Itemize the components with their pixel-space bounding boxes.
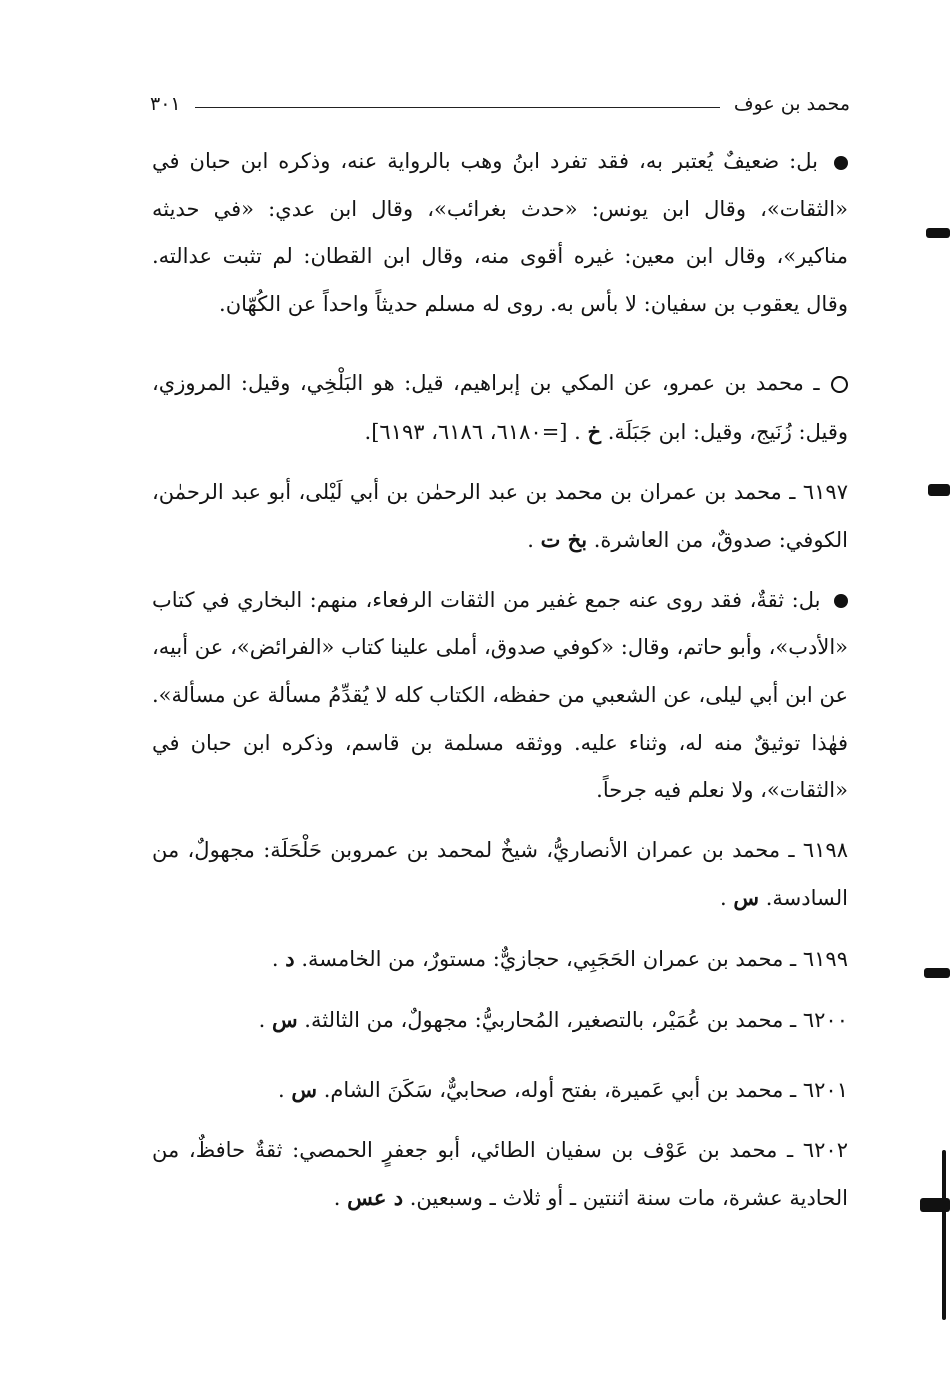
unnumbered-entry <box>152 360 848 456</box>
scan-margin-mark <box>928 484 950 496</box>
source-code: بخ ت <box>540 527 588 553</box>
filled-bullet-icon <box>834 156 848 170</box>
entry-number: ٦٢٠٠ <box>802 1007 848 1032</box>
entry-text: محمد بن عَوْف بن سفيان الطائي، أبو جعفرٍ الحمصي: ثقةٌ حافظٌ، من الحادية عشرة، مات سنة اثنتين ـ أو ثلاث ـ وسبعين. <box>152 1137 848 1211</box>
scan-margin-mark <box>926 228 950 238</box>
entry-text: محمد بن عمران بن محمد بن عبد الرحمٰن بن أبي لَيْلى، أبو عبد الرحمٰن، الكوفي: صدوقٌ، من العاشرة. <box>152 479 848 553</box>
entry-dash: ـ <box>813 371 820 396</box>
source-code: د عس <box>347 1185 404 1211</box>
scan-margin-mark <box>924 968 950 978</box>
numbered-entry: ٦١٩٩ ـ محمد بن عمران الحَجَبِي، حجازيٌّ: مستورٌ، من الخامسة. د . <box>271 945 848 971</box>
comment-entry <box>152 138 848 328</box>
entry-text: ثقةٌ، فقد روى عنه جمع غفير من الثقات الرفعاء، منهم: البخاري في كتاب «الأدب»، وأبو حاتم، وقال: «كوفي صدوق، أملى علينا كتاب «الفرائض»، عن أبيه، عن ابن أبي ليلى، عن الشعبي من حفظه، الكتاب كله لا يُقدِّمُ مسألة عن مسألة». فهٰذا توثيقٌ منه له، وثناء عليه. ووثقه مسلمة بن قاسم، وذكره ابن حبان في «الثقات»، ولا نعلم فيه جرحاً. <box>152 587 848 803</box>
entry-tail: . <box>277 1078 285 1103</box>
entry-text: محمد بن أبي عَميرة، بفتح أوله، صحابيٌّ، سَكَنَ الشام. <box>323 1078 784 1103</box>
entry-number: ٦٢٠٢ <box>802 1137 848 1162</box>
entry-tail: . [=٦١٨٠، ٦١٨٦، ٦١٩٣]. <box>364 419 581 444</box>
filled-bullet-icon <box>834 594 848 608</box>
entry-tail: . <box>271 946 279 971</box>
source-code: س <box>271 1006 298 1032</box>
source-code: خ <box>587 418 602 444</box>
source-code: س <box>733 885 760 911</box>
numbered-entry: ٦١٩٨ ـ محمد بن عمران الأنصاريُّ، شيخٌ لمحمد بن عمروبن حَلْحَلَة: مجهولٌ، من السادسة. س . <box>152 837 848 911</box>
entry-number: ٦١٩٧ <box>802 479 848 504</box>
comment-entry <box>152 577 848 815</box>
header-rule <box>195 107 720 108</box>
entry-tail: . <box>720 886 727 911</box>
running-header <box>150 88 850 120</box>
comment-prefix: بل: <box>789 149 818 173</box>
running-title: محمد بن عوف <box>733 93 850 115</box>
entry-text: محمد بن عمران الأنصاريُّ، شيخٌ لمحمد بن عمروبن حَلْحَلَة: مجهولٌ، من السادسة. <box>152 837 848 911</box>
entry-text: محمد بن عمرو، عن المكي بن إبراهيم، قيل: هو البَلْخِي، وقيل: المروزي، وقيل: زُنَيج، وقيل: ابن جَبَلَة. <box>152 371 848 444</box>
numbered-entry: ٦٢٠٠ ـ محمد بن عُمَيْر، بالتصغير، المُحاربيُّ: مجهولٌ، من الثالثة. س . <box>258 1006 848 1032</box>
page-number: ٣٠١ <box>150 93 181 115</box>
entry-number: ٦٢٠١ <box>802 1078 848 1103</box>
entry-text: محمد بن عمران الحَجَبِي، حجازيٌّ: مستورٌ، من الخامسة. <box>301 946 784 971</box>
comment-prefix: بل: <box>791 587 821 612</box>
entry-tail: . <box>333 1186 341 1211</box>
entry-tail: . <box>258 1007 266 1032</box>
numbered-entry: ٦١٩٧ ـ محمد بن عمران بن محمد بن عبد الرحمٰن بن أبي لَيْلى، أبو عبد الرحمٰن، الكوفي: صدوقٌ، من العاشرة. بخ ت . <box>152 479 848 553</box>
paragraph-gap <box>152 340 848 360</box>
scan-margin-mark <box>942 1150 946 1320</box>
source-code: د <box>285 945 295 971</box>
entry-tail: . <box>527 528 534 553</box>
numbered-entry: ٦٢٠١ ـ محمد بن أبي عَميرة، بفتح أوله، صحابيٌّ، سَكَنَ الشام. س . <box>277 1077 848 1103</box>
entry-number: ٦١٩٨ <box>802 837 848 862</box>
entry-text: محمد بن عُمَيْر، بالتصغير، المُحاربيُّ: مجهولٌ، من الثالثة. <box>304 1007 784 1032</box>
entry-number: ٦١٩٩ <box>802 946 848 971</box>
entry-text: ضعيفٌ يُعتبر به، فقد تفرد ابنُ وهب بالرواية عنه، وذكره ابن حبان في «الثقات»، وقال ابن يونس: «حدث بغرائب»، وقال ابن عدي: «في حديثه مناكير»، وقال ابن معين: غيره أقوى منه، وقال ابن القطان: لم تثبت عدالته. وقال يعقوب بن سفيان: لا بأس به. روى له مسلم حديثاً واحداً عن الكُهّان. <box>152 149 848 316</box>
page-body <box>152 138 848 1235</box>
hollow-circle-icon <box>831 376 848 393</box>
source-code: س <box>291 1077 317 1103</box>
numbered-entry: ٦٢٠٢ ـ محمد بن عَوْف بن سفيان الطائي، أبو جعفرٍ الحمصي: ثقةٌ حافظٌ، من الحادية عشرة، مات سنة اثنتين ـ أو ثلاث ـ وسبعين. د عس . <box>152 1137 848 1211</box>
